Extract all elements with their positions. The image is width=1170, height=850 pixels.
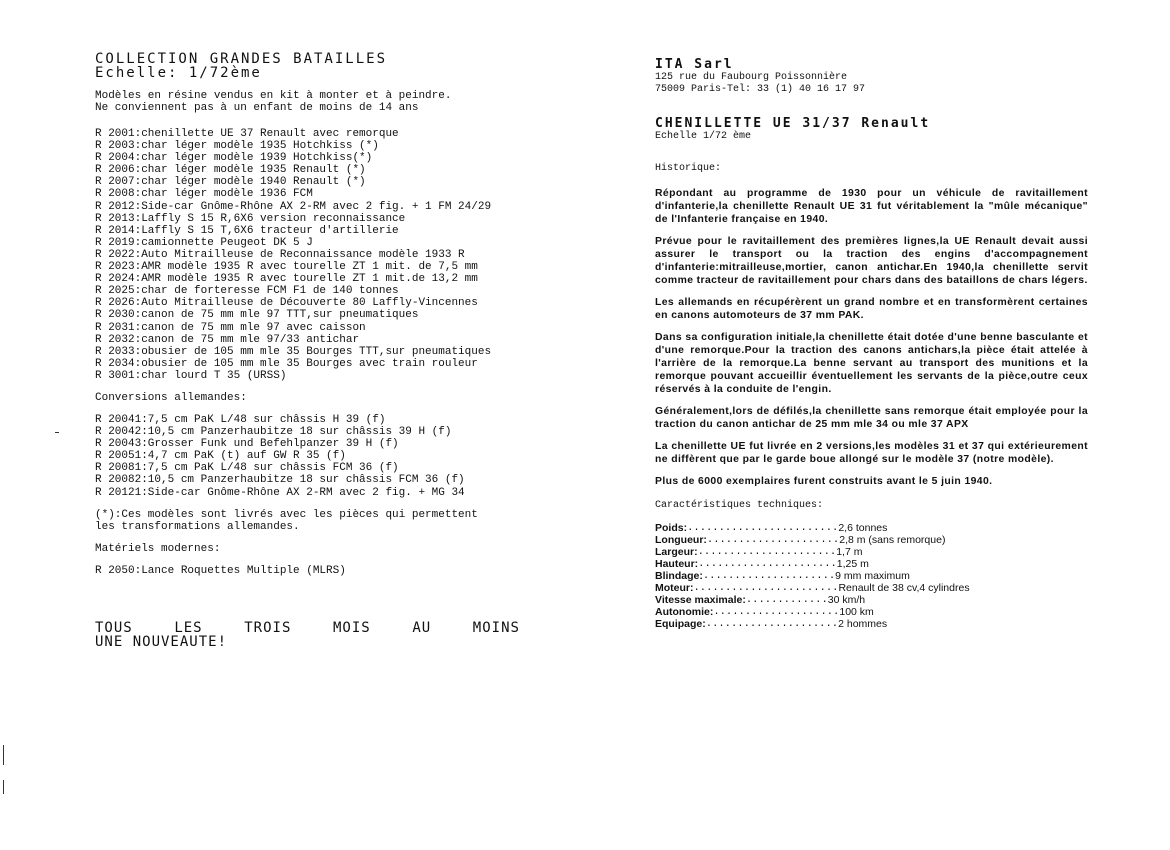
list-item: R 2032:canon de 75 mm mle 97/33 antichar xyxy=(95,333,360,346)
list-item: R 2006:char léger modèle 1935 Renault (*) xyxy=(95,164,366,177)
spec-dots: ........................ xyxy=(687,522,839,534)
spec-label: Largeur: xyxy=(655,546,698,558)
scan-mark xyxy=(3,745,4,765)
list-item: R 2008:char léger modèle 1936 FCM xyxy=(95,188,313,201)
spec-row xyxy=(655,546,1088,558)
footer-word: MOINS xyxy=(472,619,520,636)
list-item: R 20082:10,5 cm Panzerhaubitze 18 sur châssis FCM 36 (f) xyxy=(95,474,465,487)
spec-label: Equipage: xyxy=(655,618,706,630)
address-line: 75009 Paris-Tel: 33 (1) 40 16 17 97 xyxy=(655,83,866,95)
list-item: R 2014:Laffly S 15 T,6X6 tracteur d'artillerie xyxy=(95,224,399,237)
spec-value: 1,25 m xyxy=(836,558,869,570)
scale-title: Echelle: 1/72ème xyxy=(95,65,262,81)
spec-row xyxy=(655,570,1088,582)
modern-list xyxy=(95,565,545,577)
list-item: R 2013:Laffly S 15 R,6X6 version reconnaissance xyxy=(95,212,406,225)
history-paragraph: Généralement,lors de défilés,la chenillette sans remorque était employée pour la traction du canon antichar de 25 mm mle 34 ou mle 37 APX xyxy=(655,406,1088,430)
list-item: R 2023:AMR modèle 1935 R avec tourelle ZT 1 mit. de 7,5 mm xyxy=(95,261,478,274)
list-item: R 2019:camionnette Peugeot DK 5 J xyxy=(95,236,313,249)
spec-row xyxy=(655,582,1088,594)
list-item: R 2030:canon de 75 mm mle 97 TTT,sur pneumatiques xyxy=(95,309,419,322)
spec-value: 100 km xyxy=(839,606,874,618)
spec-dots: ..................... xyxy=(706,534,840,546)
company-name: ITA Sarl xyxy=(655,57,734,72)
spec-label: Vitesse maximale: xyxy=(655,594,746,606)
footer-word: TOUS xyxy=(95,619,133,636)
spec-value: 2 hommes xyxy=(838,618,888,630)
spec-label: Longueur: xyxy=(655,534,707,546)
list-item: R 2003:char léger modèle 1935 Hotchkiss (*) xyxy=(95,140,379,153)
historique-heading: Historique: xyxy=(655,163,722,174)
spec-value: 2,8 m (sans remorque) xyxy=(839,534,946,546)
footer-slogan-line2: UNE NOUVEAUTE! xyxy=(95,633,228,650)
history-paragraph: Prévue pour le ravitaillement des premières lignes,la UE Renault devait aussi assurer le transport ou la traction des engins d'accompagnement d'infanterie:mitrailleuse,mortier, canon antichar.En 1940,la chenillette servit comme tracteur de ravitaillement pour chars dans des bataillons de chars légers. xyxy=(655,236,1088,286)
intro-line: Ne conviennent pas à un enfant de moins de 14 ans xyxy=(95,102,419,114)
conversions-list xyxy=(95,414,545,499)
spec-dots: ..................... xyxy=(702,570,836,582)
intro-line: Modèles en résine vendus en kit à monter et à peindre. xyxy=(95,90,452,102)
list-item: R 3001:char lourd T 35 (URSS) xyxy=(95,369,287,382)
history-paragraph: Les allemands en récupérèrent un grand nombre et en transformèrent certaines en canons automoteurs de 37 mm PAK. xyxy=(655,297,1088,321)
note-line: (*):Ces modèles sont livrés avec les pièces qui permettent xyxy=(95,508,478,521)
history-paragraph: Dans sa configuration initiale,la chenillette était dotée d'une benne basculante et d'une remorque.Pour la traction des canons antichars,la pièce était attelée à l'arrière de la remorque.La benne servant au transport des munitions et la remorque pouvant accueillir éventuellement les servants de la pièce,outre ceux réservés à la conduite de l'engin. xyxy=(655,332,1088,395)
scan-mark xyxy=(3,780,4,794)
right-page xyxy=(585,0,1170,850)
list-item: R 2050:Lance Roquettes Multiple (MLRS) xyxy=(95,564,346,577)
list-item: R 2025:char de forteresse FCM F1 de 140 tonnes xyxy=(95,285,399,298)
specs-heading: Caractéristiques techniques: xyxy=(655,500,824,511)
spec-label: Poids: xyxy=(655,522,688,534)
spec-value: Renault de 38 cv,4 cylindres xyxy=(838,582,970,594)
note-line: les transformations allemandes. xyxy=(95,520,300,533)
spec-dots: ....................... xyxy=(693,582,839,594)
spec-label: Moteur: xyxy=(655,582,694,594)
list-item: R 20051:4,7 cm PaK (t) auf GW R 35 (f) xyxy=(95,450,346,463)
spec-dots: ...................... xyxy=(697,546,837,558)
spec-label: Hauteur: xyxy=(655,558,699,570)
list-item: R 20043:Grosser Funk und Befehlpanzer 39 H (f) xyxy=(95,438,399,451)
spec-dots: .................... xyxy=(713,606,840,618)
history-paragraph: Répondant au programme de 1930 pour un véhicule de ravitaillement d'infanterie,la chenillette Renault UE 31 fut véritablement la "mûle mécanique" de l'Infanterie française en 1940. xyxy=(655,188,1088,225)
footer-word: TROIS xyxy=(244,619,292,636)
spec-row xyxy=(655,534,1088,546)
models-list xyxy=(95,128,545,382)
list-item: R 20042:10,5 cm Panzerhaubitze 18 sur châssis 39 H (f) xyxy=(95,426,452,439)
list-item: R 2022:Auto Mitrailleuse de Reconnaissance modèle 1933 R xyxy=(95,248,465,261)
list-item: R 2001:chenillette UE 37 Renault avec remorque xyxy=(95,128,399,140)
list-item: R 20041:7,5 cm PaK L/48 sur châssis H 39 (f) xyxy=(95,413,386,426)
spec-value: 30 km/h xyxy=(827,594,866,606)
list-item: R 2004:char léger modèle 1939 Hotchkiss(*) xyxy=(95,152,373,165)
spec-row xyxy=(655,522,1088,534)
footer-word: LES xyxy=(174,619,203,636)
spec-row xyxy=(655,594,1088,606)
spec-label: Autonomie: xyxy=(655,606,714,618)
spec-row xyxy=(655,606,1088,618)
footer-slogan xyxy=(95,621,520,635)
scan-tick xyxy=(55,432,59,433)
spec-dots: ..................... xyxy=(705,618,839,630)
modern-heading: Matériels modernes: xyxy=(95,542,221,555)
address-line: 125 rue du Faubourg Poissonnière xyxy=(655,72,848,83)
list-item: R 2033:obusier de 105 mm mle 35 Bourges TTT,sur pneumatiques xyxy=(95,345,492,358)
conversions-heading: Conversions allemandes: xyxy=(95,391,247,404)
history-paragraph: La chenillette UE fut livrée en 2 versions,les modèles 31 et 37 qui extérieurement ne diffèrent que par le garde boue allongé sur le modèle 37 (notre modèle). xyxy=(655,441,1088,465)
spec-dots: ............. xyxy=(745,594,828,606)
list-item: R 2024:AMR modèle 1935 R avec tourelle ZT 1 mit.de 13,2 mm xyxy=(95,273,478,286)
spec-value: 1,7 m xyxy=(836,546,863,558)
spec-value: 9 mm maximum xyxy=(835,570,910,582)
history-paragraph: Plus de 6000 exemplaires furent construits avant le 5 juin 1940. xyxy=(655,476,993,487)
footer-word: AU xyxy=(412,619,432,636)
spec-row xyxy=(655,558,1088,570)
list-item: R 2012:Side-car Gnôme-Rhône AX 2-RM avec 2 fig. + 1 FM 24/29 xyxy=(95,200,492,213)
footer-word: MOIS xyxy=(333,619,371,636)
spec-value: 2,6 tonnes xyxy=(838,522,888,534)
spec-label: Blindage: xyxy=(655,570,703,582)
list-item: R 2026:Auto Mitrailleuse de Découverte 80 Laffly-Vincennes xyxy=(95,297,478,310)
list-item: R 2031:canon de 75 mm mle 97 avec caisson xyxy=(95,321,366,334)
spec-dots: ...................... xyxy=(698,558,837,570)
product-title: CHENILLETTE UE 31/37 Renault xyxy=(655,116,931,131)
list-item: R 2034:obusier de 105 mm mle 35 Bourges avec train rouleur xyxy=(95,357,478,370)
list-item: R 2007:char léger modèle 1940 Renault (*) xyxy=(95,176,366,189)
list-item: R 20121:Side-car Gnôme-Rhône AX 2-RM avec 2 fig. + MG 34 xyxy=(95,486,465,499)
product-scale: Echelle 1/72 ème xyxy=(655,131,752,142)
list-item: R 20081:7,5 cm PaK L/48 sur châssis FCM 36 (f) xyxy=(95,462,399,475)
collection-title: COLLECTION GRANDES BATAILLES xyxy=(95,51,388,67)
spec-row xyxy=(655,618,1088,630)
